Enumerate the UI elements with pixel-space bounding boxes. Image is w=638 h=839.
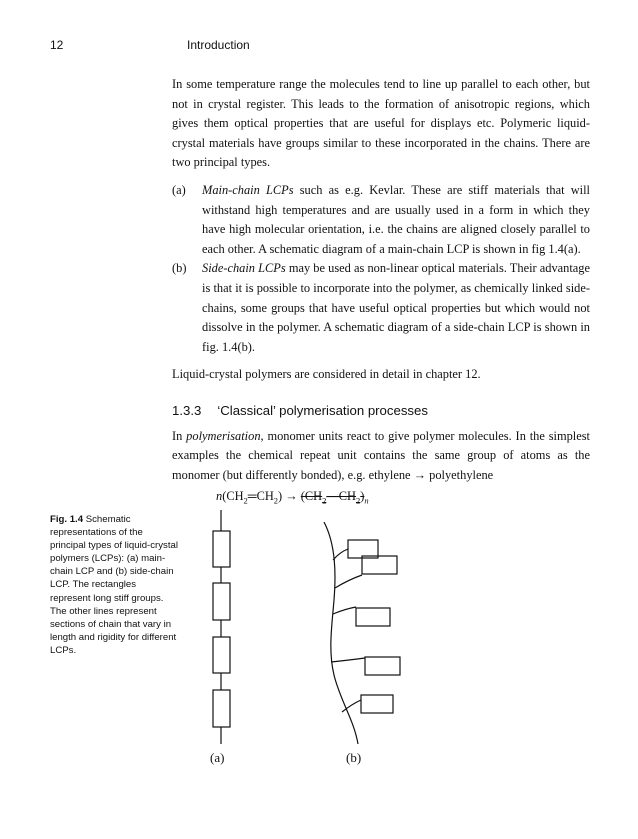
figure-label-b: (b) xyxy=(346,750,362,765)
eq-part: ) xyxy=(360,489,365,504)
eq-part: ═CH xyxy=(247,489,274,504)
eq-part: (CH xyxy=(300,489,323,504)
side-chain-link xyxy=(333,607,356,614)
rigid-group-rect xyxy=(213,690,230,727)
eq-part: —CH xyxy=(326,489,356,504)
rigid-group-rect xyxy=(213,583,230,620)
paragraph-lcp-reference: Liquid-crystal polymers are considered in detail in chapter 12. xyxy=(172,367,481,382)
eq-sub: 2 xyxy=(355,495,361,506)
text-run: In xyxy=(172,428,187,443)
side-chain-link xyxy=(331,658,365,662)
eq-arrow: → xyxy=(282,489,301,504)
eq-part: (CH xyxy=(222,489,244,504)
eq-sub: 2 xyxy=(322,495,327,506)
list-text: such as e.g. Kevlar. These are stiff materials that will withstand high temperatures and are usually used in a form in which they have high molecular orientation, i.e. the chains are aligned closely parallel to each other. A schematic diagram of a main-chain LCP is shown in fig 1.4(a). xyxy=(202,182,590,256)
side-group-rect xyxy=(365,657,400,675)
eq-n: n xyxy=(216,489,223,504)
section-title: ‘Classical’ polymerisation processes xyxy=(217,402,428,418)
eq-sub: 2 xyxy=(273,495,279,506)
list-term: Side-chain LCPs xyxy=(202,261,286,276)
side-chain-link xyxy=(335,575,362,588)
main-chain-diagram xyxy=(213,510,230,744)
eq-sub: 2 xyxy=(243,495,248,506)
figure-label-a: (a) xyxy=(210,750,225,765)
rigid-group-rect xyxy=(213,637,230,673)
eq-sub-n: n xyxy=(364,495,369,506)
side-chain-link xyxy=(333,549,348,560)
side-chain-diagram xyxy=(324,522,400,744)
list-term: Main-chain LCPs xyxy=(202,182,294,197)
side-group-rect xyxy=(362,556,397,574)
page-number: 12 xyxy=(50,38,64,52)
section-number: 1.3.3 xyxy=(172,402,202,418)
caption-text: Schematic representations of the principal types of liquid-crystal polymers (LCPs): (a) main-chain LCP and (b) side-chain LCP. The rectangles represent long stiff groups. The other lines represent sections of chain that vary in length and rigidity for different LCPs. xyxy=(50,514,178,656)
list-text: may be used as non-linear optical materials. Their advantage is that it is possible to incorporate into the polymer, as chemically linked side-chains, some groups that have useful optical properties but which would not dissolve in the polymer. A schematic diagram of a side-chain LCP is shown in fig. 1.4(b). xyxy=(202,261,590,354)
side-group-rect xyxy=(348,540,378,558)
term-polymerisation: polymerisation xyxy=(186,428,261,443)
running-head: Introduction xyxy=(187,38,250,52)
eq-part: ) xyxy=(278,489,283,504)
side-group-rect xyxy=(356,608,390,626)
rigid-group-rect xyxy=(213,531,230,567)
list-label: (a) xyxy=(172,182,186,197)
side-group-rect xyxy=(361,695,393,713)
list-label: (b) xyxy=(172,261,187,276)
backbone-chain xyxy=(324,522,358,744)
paragraph-intro: In some temperature range the molecules tend to line up parallel to each other, but not in crystal register. This leads to the formation of anisotropic regions, which gives them optical properties that are useful for displays etc. Polymeric liquid-crystal materials have groups similar to these incorporated in the chains. There are two principal types. xyxy=(172,77,590,170)
text-run: , monomer units react to give polymer molecules. In the simplest examples the chemical repeat unit contains the same group of atoms as the monomer (but differently bonded), e.g. ethylene → polyethylene xyxy=(172,428,591,482)
caption-label: Fig. 1.4 xyxy=(50,514,84,525)
